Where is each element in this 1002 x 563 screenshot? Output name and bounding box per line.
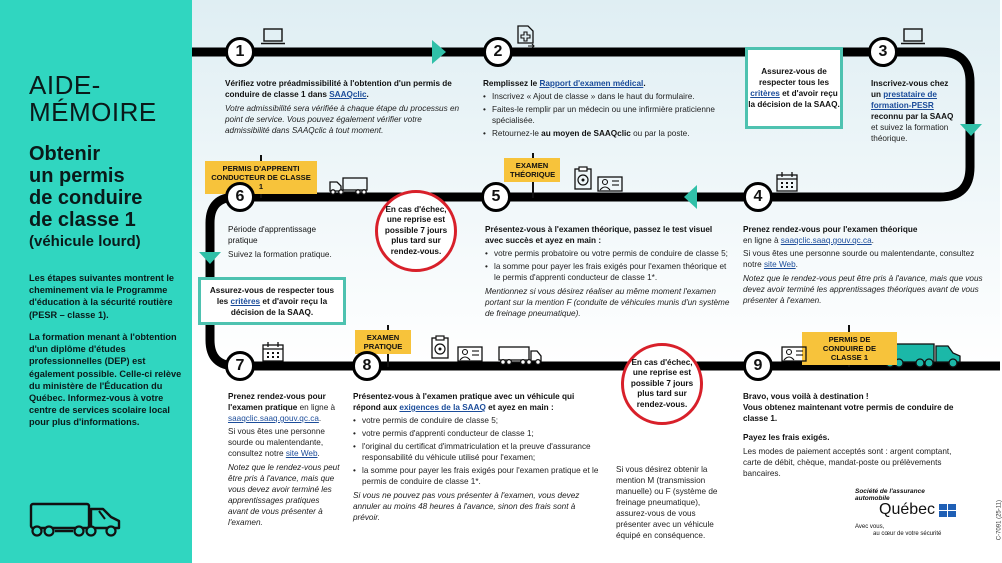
criteria-reminder-box [745,47,843,129]
list-item: • votre permis de conduire de classe 5; [353,415,601,426]
mention-note: Si vous désirez obtenir la mention M (transmission manuelle) ou F (système de freinage pneumatique), assurez-vous de vous présenter avec un véhicule équipé en conséquence. [616,465,718,540]
saaqclic-link[interactable]: SAAQclic [329,90,367,99]
page-subtitle: (véhicule lourd) [29,233,141,250]
criteria-link[interactable]: critères [230,296,261,306]
clipboard-steering-icon [574,166,592,190]
medical-form-icon [516,24,536,48]
item-text: Retournez-le [492,129,542,138]
step-5-heading: Présentez-vous à l'examen théorique, passez le test visuel avec succès et ayez en main : [485,225,713,245]
list-item: • la somme pour payer les frais exigés pour l'examen pratique et le permis de conduire de classe 1*. [353,465,601,487]
website-link[interactable]: site Web [285,449,318,458]
id-card-icon [597,176,623,192]
truck-outline-icon [330,178,367,194]
aide-memoire-heading [29,72,157,126]
step-4-note: Notez que le rendez-vous peut être pris à l'avance, mais que vous devez avoir terminé les apprentissages théoriques avant de vous présenter à l'examen. [743,274,983,305]
laptop-icon [900,28,926,46]
criteria-text: et d'avoir reçu la décision de la SAAQ. [230,296,328,317]
step-4-online: en ligne à [743,236,781,245]
punct: . [366,90,369,99]
list-item: • l'original du certificat d'immatriculation et la preuve d'assurance responsabilité du véhicule utilisé pour l'examen; [353,441,601,463]
list-item [483,128,733,139]
clipboard-steering-icon [431,335,449,359]
logo-quebec: Québec [879,501,936,518]
step-1-text [225,78,465,136]
item-bold: au moyen de SAAQclic [541,129,631,138]
list-item: • votre permis d'apprenti conducteur de classe 1; [353,428,601,439]
permis-apprenti-sign: PERMIS D'APPRENTI CONDUCTEUR DE CLASSE 1 [205,161,317,194]
arrow-down-icon [199,252,221,264]
laptop-icon [260,28,286,46]
step-1-number: 1 [225,37,255,67]
quebec-wordmark [855,502,956,518]
payment-modes: Les modes de paiement acceptés sont : argent comptant, carte de débit, chèque, mandat-poste ou prélèvements bancaires. [743,447,952,478]
retake-notice-circle [621,343,703,425]
saaqclic-url-link[interactable]: saaqclic.saaq.gouv.qc.ca [780,236,872,245]
step-4-text: Prenez rendez-vous pour l'examen théorique en ligne à saaqclic.saaq.gouv.qc.ca. Si vous êtes une personne sourde ou malentendante, consultez notre site Web. Notez que le rendez-vous peut être pris à l'avance, mais que vous devez avoir terminé les apprentissages théoriques avant de vous présenter à l'examen. [743,224,988,306]
slogan-line-1: Avec vous, [855,524,885,530]
examen-pratique-sign: EXAMEN PRATIQUE [355,330,411,354]
step-4-heading: Prenez rendez-vous pour l'examen théorique [743,225,918,234]
arrow-left-icon [684,185,697,209]
document-code: C-7091 (25-11) [996,500,1002,541]
step-6-heading: Période d'apprentissage pratique [228,225,317,245]
intro-paragraph: Les étapes suivantes montrent le cheminement via le Programme d'éducation à la sécurité routière (PESR – classe 1). [29,273,175,320]
step-3-bold: reconnu par la SAAQ [871,112,954,121]
calendar-icon [262,342,284,362]
examen-theorique-sign: EXAMEN THÉORIQUE [504,158,560,182]
aide-line-1: AIDE- [29,70,101,100]
id-card-icon [781,346,807,362]
pay-fees-heading: Payez les frais exigés. [743,433,830,442]
title-line: Obtenir [29,143,101,165]
pesr-provider-link[interactable]: prestataire de formation-PESR [871,90,937,110]
step-6-number: 6 [225,182,255,212]
list-item: • la somme pour payer les frais exigés pour l'examen théorique et le permis d'apprenti conducteur de classe 1*. [485,261,730,283]
title-line: de classe 1 [29,209,136,231]
step-9-number: 9 [743,351,773,381]
arrow-down-icon [960,124,982,136]
id-card-icon [457,346,483,362]
dep-paragraph: La formation menant à l'obtention d'un diplôme d'études professionnelles (DEP) est également possible. Celle-ci relève du ministère de l'Éducation du Québec. Informez-vous à votre centre de services scolaire local pour plus d'informations. [29,332,182,428]
roadmap [192,0,1000,563]
step-1-heading: Vérifiez votre préadmissibilité à l'obtention d'un permis de conduire de classe 1 dans [225,79,452,99]
punct: . [643,79,646,88]
step-1-note: Votre admissibilité sera vérifiée à chaque étape du processus en point de service. Vous pouvez également vérifier votre admissibilité dans SAAQclic à tout moment. [225,104,460,135]
calendar-icon [776,172,798,192]
step-7-text: Prenez rendez-vous pour l'examen pratique en ligne à saaqclic.saaq.gouv.qc.ca. Si vous êtes une personne sourde ou malentendante, consultez notre site Web. Notez que le rendez-vous peut être pris à l'avance, mais que vous devez avoir terminé les apprentissages pratiques avant de vous présenter à l'examen. [228,392,340,527]
step-7-online: en ligne à [297,403,336,412]
aide-line-2: MÉMOIRE [29,97,157,127]
step-7-note: Notez que le rendez-vous peut être pris à l'avance, mais que vous devez avoir terminé les apprentissages pratiques avant de vous présenter à l'examen. [228,463,340,527]
step-5-note: Mentionnez si vous désirez réaliser au même moment l'examen portant sur la mention F (conduite de véhicules munis d'un système de freinage pneumatique). [485,287,730,318]
step-7-deaf: Si vous êtes une personne sourde ou malentendante, consultez notre [228,427,325,458]
step-7-number: 7 [225,351,255,381]
step-8-heading-end: et ayez en main : [485,403,554,412]
medical-report-link[interactable]: Rapport d'examen médical [539,79,644,88]
title-line: de conduire [29,187,143,209]
logo-line-1: Société de l'assurance [855,488,925,495]
logo-line-2: automobile [855,495,890,502]
step-8-note: Si vous ne pouvez pas vous présenter à l'examen, vous devez annuler au moins 48 heures à l'avance, sinon des frais sont à prévoir. [353,491,580,522]
step-2-heading: Remplissez le [483,79,540,88]
item-text: ou par la poste. [630,129,690,138]
step-2-text [483,78,733,139]
page-title [29,143,142,231]
criteria-text: Assurez-vous de respecter tous les [758,67,830,87]
step-9-text [743,391,968,479]
permis-conduire-sign: PERMIS DE CONDUIRE DE CLASSE 1 [802,332,897,365]
step-4-number: 4 [743,182,773,212]
step-3-number: 3 [868,37,898,67]
list-item: • Faites-le remplir par un médecin ou une infirmière praticienne spécialisée. [483,104,733,126]
saaqclic-url-link[interactable]: saaqclic.saaq.gouv.qc.ca [228,414,319,423]
retake-text: En cas d'échec, une reprise est possible 7 jours plus tard sur rendez-vous. [630,357,694,409]
step-4-deaf: Si vous êtes une personne sourde ou malentendante, consultez notre [743,249,975,269]
step-2-number: 2 [483,37,513,67]
step-3-text [871,78,959,144]
step-3-body: et suivez la formation théorique. [871,123,949,143]
step-8-number: 8 [352,351,382,381]
step-3-heading: Inscrivez-vous chez un [871,79,949,99]
saaq-requirements-link[interactable]: exigences de la SAAQ [399,403,486,412]
criteria-link[interactable]: critères [750,89,780,98]
arrow-right-icon [432,40,446,64]
criteria-reminder-box [198,277,346,325]
criteria-text: Assurez-vous de respecter tous les [209,285,335,306]
step-8-text [353,391,601,523]
quebec-flag-icon [939,504,956,517]
truck-icon [29,502,125,538]
step-9-heading: Bravo, vous voilà à destination ! [743,392,869,401]
step-9-subheading: Vous obtenez maintenant votre permis de conduire de classe 1. [743,403,954,423]
step-6-body: Suivez la formation pratique. [228,250,332,259]
step-6-text [228,224,338,260]
list-item: • votre permis probatoire ou votre permis de conduire de classe 5; [485,248,730,259]
slogan-line-2: au cœur de votre sécurité [873,531,942,537]
step-5-text [485,224,730,319]
sidebar [0,0,192,563]
criteria-text: et d'avoir reçu la décision de la SAAQ. [748,89,840,109]
step-7-heading: Prenez rendez-vous pour l'examen pratique [228,392,326,412]
list-item: • Inscrivez « Ajout de classe » dans le haut du formulaire. [483,91,733,102]
step-8-heading: Présentez-vous à l'examen pratique avec un véhicule qui répond aux [353,392,575,412]
title-line: un permis [29,165,125,187]
saaq-logo [855,488,956,538]
retake-text: En cas d'échec, une reprise est possible 7 jours plus tard sur rendez-vous. [384,204,448,256]
website-link[interactable]: site Web [763,260,796,269]
retake-notice-circle [375,190,457,272]
step-5-number: 5 [481,182,511,212]
